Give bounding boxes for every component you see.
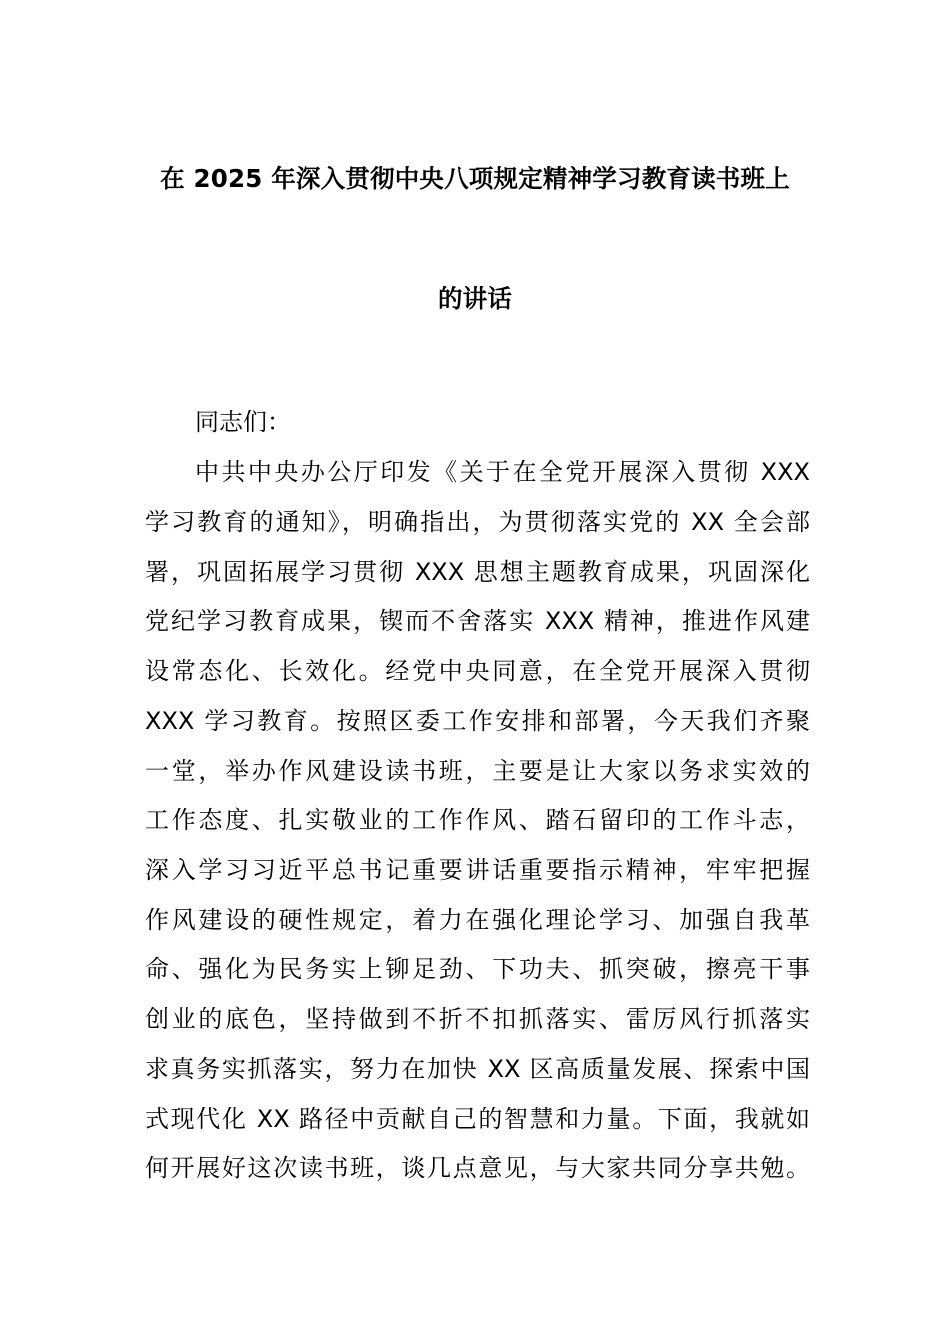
paragraph-line: 党纪学习教育成果，锲而不舍落实 XXX 精神，推进作风建 [145,607,810,635]
paragraph-line: 中共中央办公厅印发《关于在全党开展深入贯彻 XXX [195,458,810,486]
paragraph-line: 命、强化为民务实上铆足劲、下功夫、抓突破，擦亮干事 [145,955,810,983]
paragraph-line: 工作态度、扎实敬业的工作作风、踏石留印的工作斗志， [145,806,810,834]
document-title-line-1: 在 2025 年深入贯彻中央八项规定精神学习教育读书班上 [160,164,790,193]
paragraph-line: 式现代化 XX 路径中贡献自己的智慧和力量。下面，我就如 [145,1105,810,1133]
paragraph-line: 署，巩固拓展学习贯彻 XXX 思想主题教育成果，巩固深化 [145,558,810,586]
salutation: 同志们： [195,408,291,436]
paragraph-line: 深入学习习近平总书记重要讲话重要指示精神，牢牢把握 [145,856,810,884]
paragraph-line: XXX 学习教育。按照区委工作安排和部署，今天我们齐聚 [145,707,810,735]
paragraph-line: 学习教育的通知》，明确指出，为贯彻落实党的 XX 全会部 [145,508,810,536]
document-title-line-2: 的讲话 [437,284,513,313]
paragraph-line: 何开展好这次读书班，谈几点意见，与大家共同分享共勉。 [145,1154,810,1182]
paragraph-line: 一堂，举办作风建设读书班，主要是让大家以务求实效的 [145,757,810,785]
paragraph-line: 作风建设的硬性规定，着力在强化理论学习、加强自我革 [145,906,810,934]
paragraph-line: 求真务实抓落实，努力在加快 XX 区高质量发展、探索中国 [145,1055,810,1083]
paragraph-line: 设常态化、长效化。经党中央同意，在全党开展深入贯彻 [145,657,810,685]
paragraph-line: 创业的底色，坚持做到不折不扣抓落实、雷厉风行抓落实 [145,1005,810,1033]
